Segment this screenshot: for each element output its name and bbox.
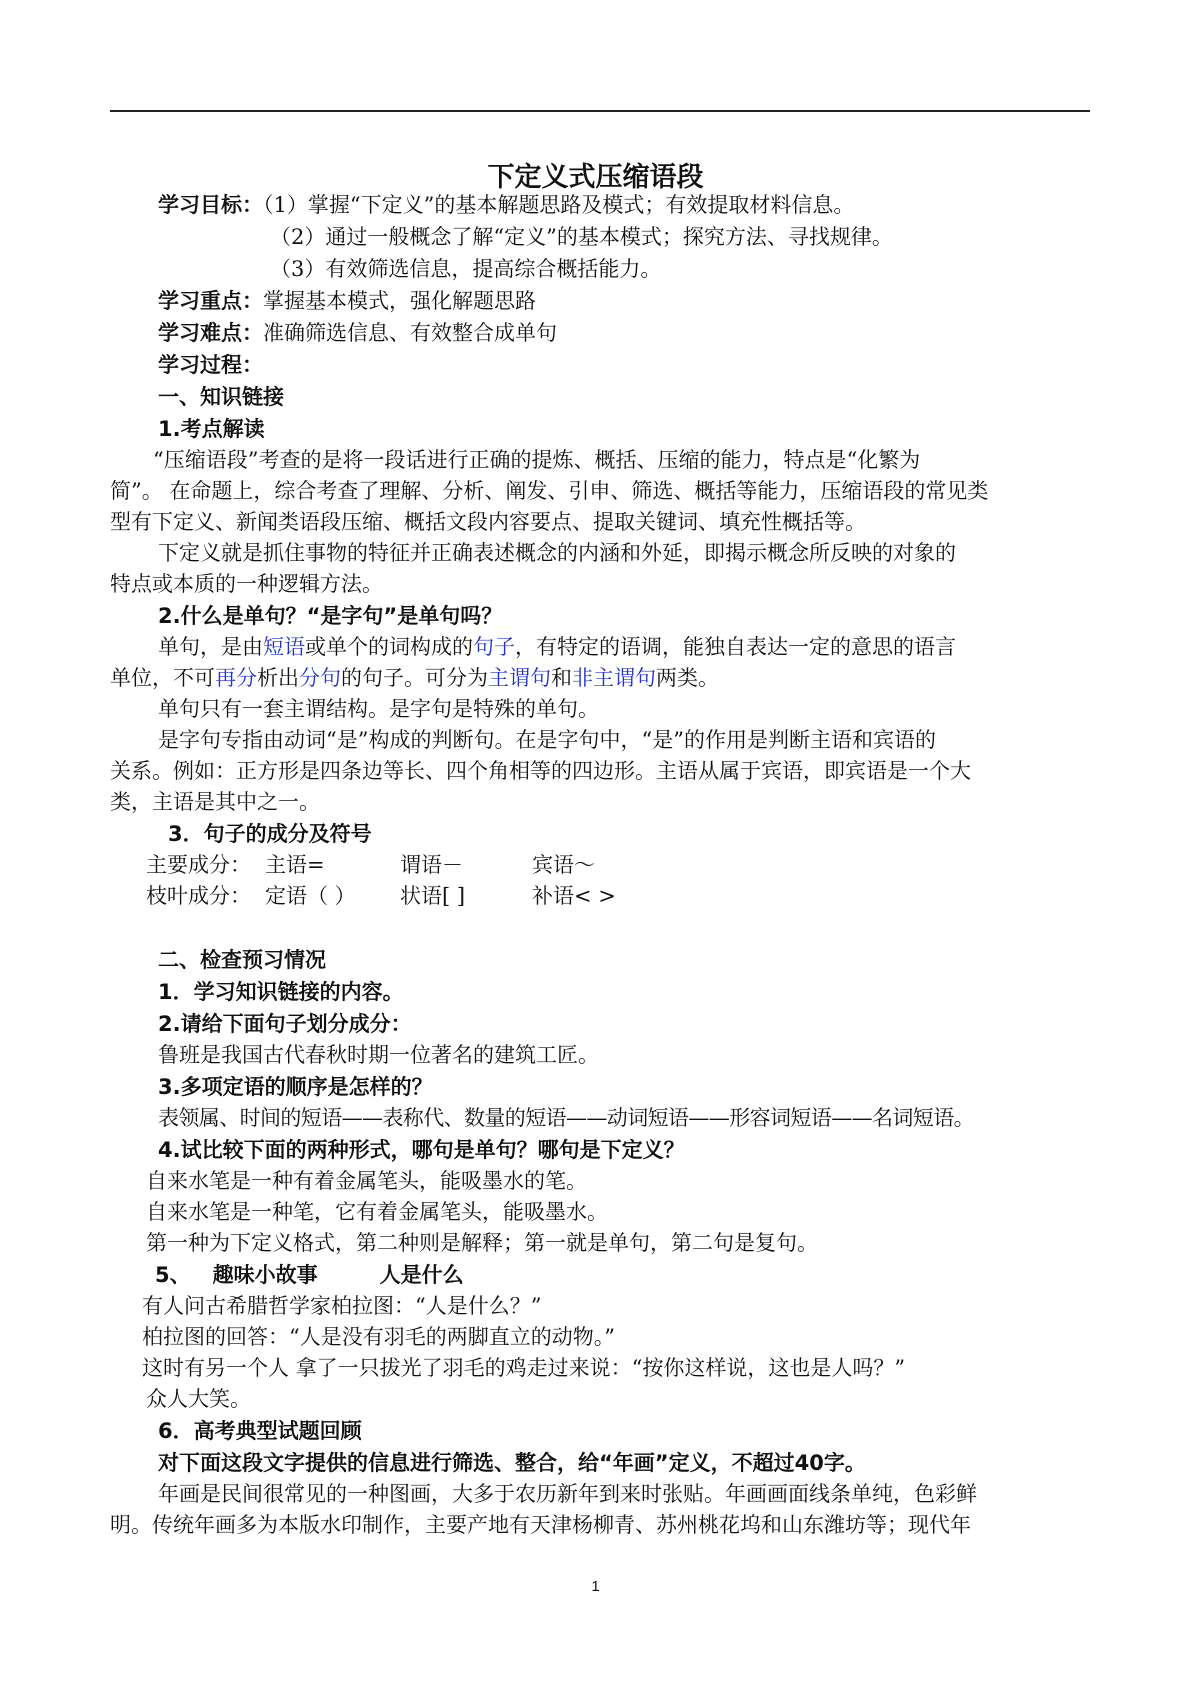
question-4-line: 自来水笔是一种有着金属笔头，能吸墨水的笔。 bbox=[146, 1169, 587, 1193]
single-sentence-line-1: 单句，是由短语或单个的词构成的句子，有特定的语调，能独自表达一定的意思的语言 bbox=[158, 635, 956, 659]
link-sentence[interactable]: 句子 bbox=[473, 635, 515, 659]
link-phrase[interactable]: 短语 bbox=[263, 635, 305, 659]
attributive-symbol: 定语（ ） bbox=[265, 884, 356, 908]
question-6-task: 对下面这段文字提供的信息进行筛选、整合，给“年画”定义，不超过40字。 bbox=[158, 1451, 866, 1475]
process-label: 学习过程： bbox=[158, 353, 263, 377]
question-4-line: 第一种为下定义格式，第二种则是解释；第一就是单句，第二句是复句。 bbox=[146, 1231, 818, 1255]
page-title: 下定义式压缩语段 bbox=[487, 162, 704, 193]
paragraph-line: 简”。 在命题上，综合考查了理解、分析、阐发、引申、筛选、概括等能力，压缩语段的常见类 bbox=[110, 479, 989, 503]
objective-item: （1）掌握“下定义”的基本解题思路及模式；有效提取材料信息。 bbox=[263, 193, 855, 217]
paragraph-line: 下定义就是抓住事物的特征并正确表述概念的内涵和外延，即揭示概念所反映的对象的 bbox=[158, 541, 956, 565]
question-6-line: 明。传统年画多为本版水印制作，主要产地有天津杨柳青、苏州桃花坞和山东潍坊等；现代年 bbox=[110, 1513, 971, 1537]
objectives-label: 学习目标： bbox=[158, 193, 263, 217]
link-subdivide[interactable]: 再分 bbox=[215, 666, 257, 690]
story-line: 这时有另一个人 拿了一只拔光了羽毛的鸡走过来说：“按你这样说，这也是人吗？” bbox=[142, 1356, 906, 1380]
link-subject-predicate[interactable]: 主谓句 bbox=[488, 666, 551, 690]
predicate-symbol: 谓语－ bbox=[400, 853, 463, 877]
difficulty-label: 学习难点： bbox=[158, 321, 263, 345]
link-clause[interactable]: 分句 bbox=[299, 666, 341, 690]
difficulty-text: 准确筛选信息、有效整合成单句 bbox=[263, 321, 557, 345]
story-line: 众人大笑。 bbox=[146, 1387, 251, 1411]
focus-text: 掌握基本模式，强化解题思路 bbox=[263, 289, 536, 313]
objective-item: （2）通过一般概念了解“定义”的基本模式；探究方法、寻找规律。 bbox=[270, 225, 893, 249]
paragraph-line: 单句只有一套主谓结构。是字句是特殊的单句。 bbox=[158, 697, 599, 721]
story-line: 有人问古希腊哲学家柏拉图：“人是什么？” bbox=[142, 1294, 542, 1318]
paragraph-line: 类，主语是其中之一。 bbox=[110, 790, 320, 814]
question-2: 2.请给下面句子划分成分： bbox=[158, 1012, 412, 1036]
question-3: 3.多项定语的顺序是怎样的？ bbox=[158, 1075, 433, 1099]
header-rule bbox=[110, 110, 1090, 112]
paragraph-line: 型有下定义、新闻类语段压缩、概括文段内容要点、提取关键词、填充性概括等。 bbox=[110, 510, 866, 534]
object-symbol: 宾语～ bbox=[532, 853, 595, 877]
subheading-2: 2.什么是单句？“是字句”是单句吗？ bbox=[158, 604, 503, 628]
question-3-text: 表领属、时间的短语——表称代、数量的短语——动词短语——形容词短语——名词短语。 bbox=[158, 1106, 974, 1130]
subject-symbol: 主语= bbox=[265, 853, 325, 877]
complement-symbol: 补语< > bbox=[532, 884, 616, 908]
paragraph-line: “压缩语段”考查的是将一段话进行正确的提炼、概括、压缩的能力，特点是“化繁为 bbox=[153, 448, 921, 472]
difficulty-line bbox=[158, 320, 557, 346]
subheading-3: 3．句子的成分及符号 bbox=[168, 822, 372, 846]
question-1: 1．学习知识链接的内容。 bbox=[158, 980, 404, 1004]
branch-components-label: 枝叶成分： bbox=[146, 884, 251, 908]
focus-line bbox=[158, 288, 536, 314]
paragraph-line: 关系。例如：正方形是四条边等长、四个角相等的四边形。主语从属于宾语，即宾语是一个大 bbox=[110, 759, 971, 783]
objective-item: （3）有效筛选信息，提高综合概括能力。 bbox=[270, 257, 662, 281]
story-line: 柏拉图的回答：“人是没有羽毛的两脚直立的动物。” bbox=[142, 1325, 615, 1349]
paragraph-line: 特点或本质的一种逻辑方法。 bbox=[110, 572, 383, 596]
question-6-line: 年画是民间很常见的一种图画，大多于农历新年到来时张贴。年画画面线条单纯，色彩鲜 bbox=[158, 1482, 977, 1506]
main-components-label: 主要成分： bbox=[146, 853, 251, 877]
section-2-heading: 二、检查预习情况 bbox=[158, 948, 326, 972]
single-sentence-line-2: 单位，不可再分析出分句的句子。可分为主谓句和非主谓句两类。 bbox=[110, 666, 719, 690]
paragraph-line: 是字句专指由动词“是”构成的判断句。在是字句中，“是”的作用是判断主语和宾语的 bbox=[158, 728, 936, 752]
focus-label: 学习重点： bbox=[158, 289, 263, 313]
question-5: 5、 趣味小故事 人是什么 bbox=[155, 1263, 464, 1287]
page-number: 1 bbox=[591, 1578, 600, 1595]
question-6: 6．高考典型试题回顾 bbox=[158, 1419, 362, 1443]
subheading-1: 1.考点解读 bbox=[158, 417, 265, 441]
question-2-text: 鲁班是我国古代春秋时期一位著名的建筑工匠。 bbox=[158, 1043, 599, 1067]
adverbial-symbol: 状语[ ] bbox=[400, 884, 466, 908]
link-non-subject-predicate[interactable]: 非主谓句 bbox=[572, 666, 656, 690]
question-4: 4.试比较下面的两种形式，哪句是单句？哪句是下定义？ bbox=[158, 1138, 685, 1162]
objective-line-1 bbox=[158, 192, 854, 218]
question-4-line: 自来水笔是一种笔，它有着金属笔头，能吸墨水。 bbox=[146, 1200, 608, 1224]
section-1-heading: 一、知识链接 bbox=[158, 385, 284, 409]
